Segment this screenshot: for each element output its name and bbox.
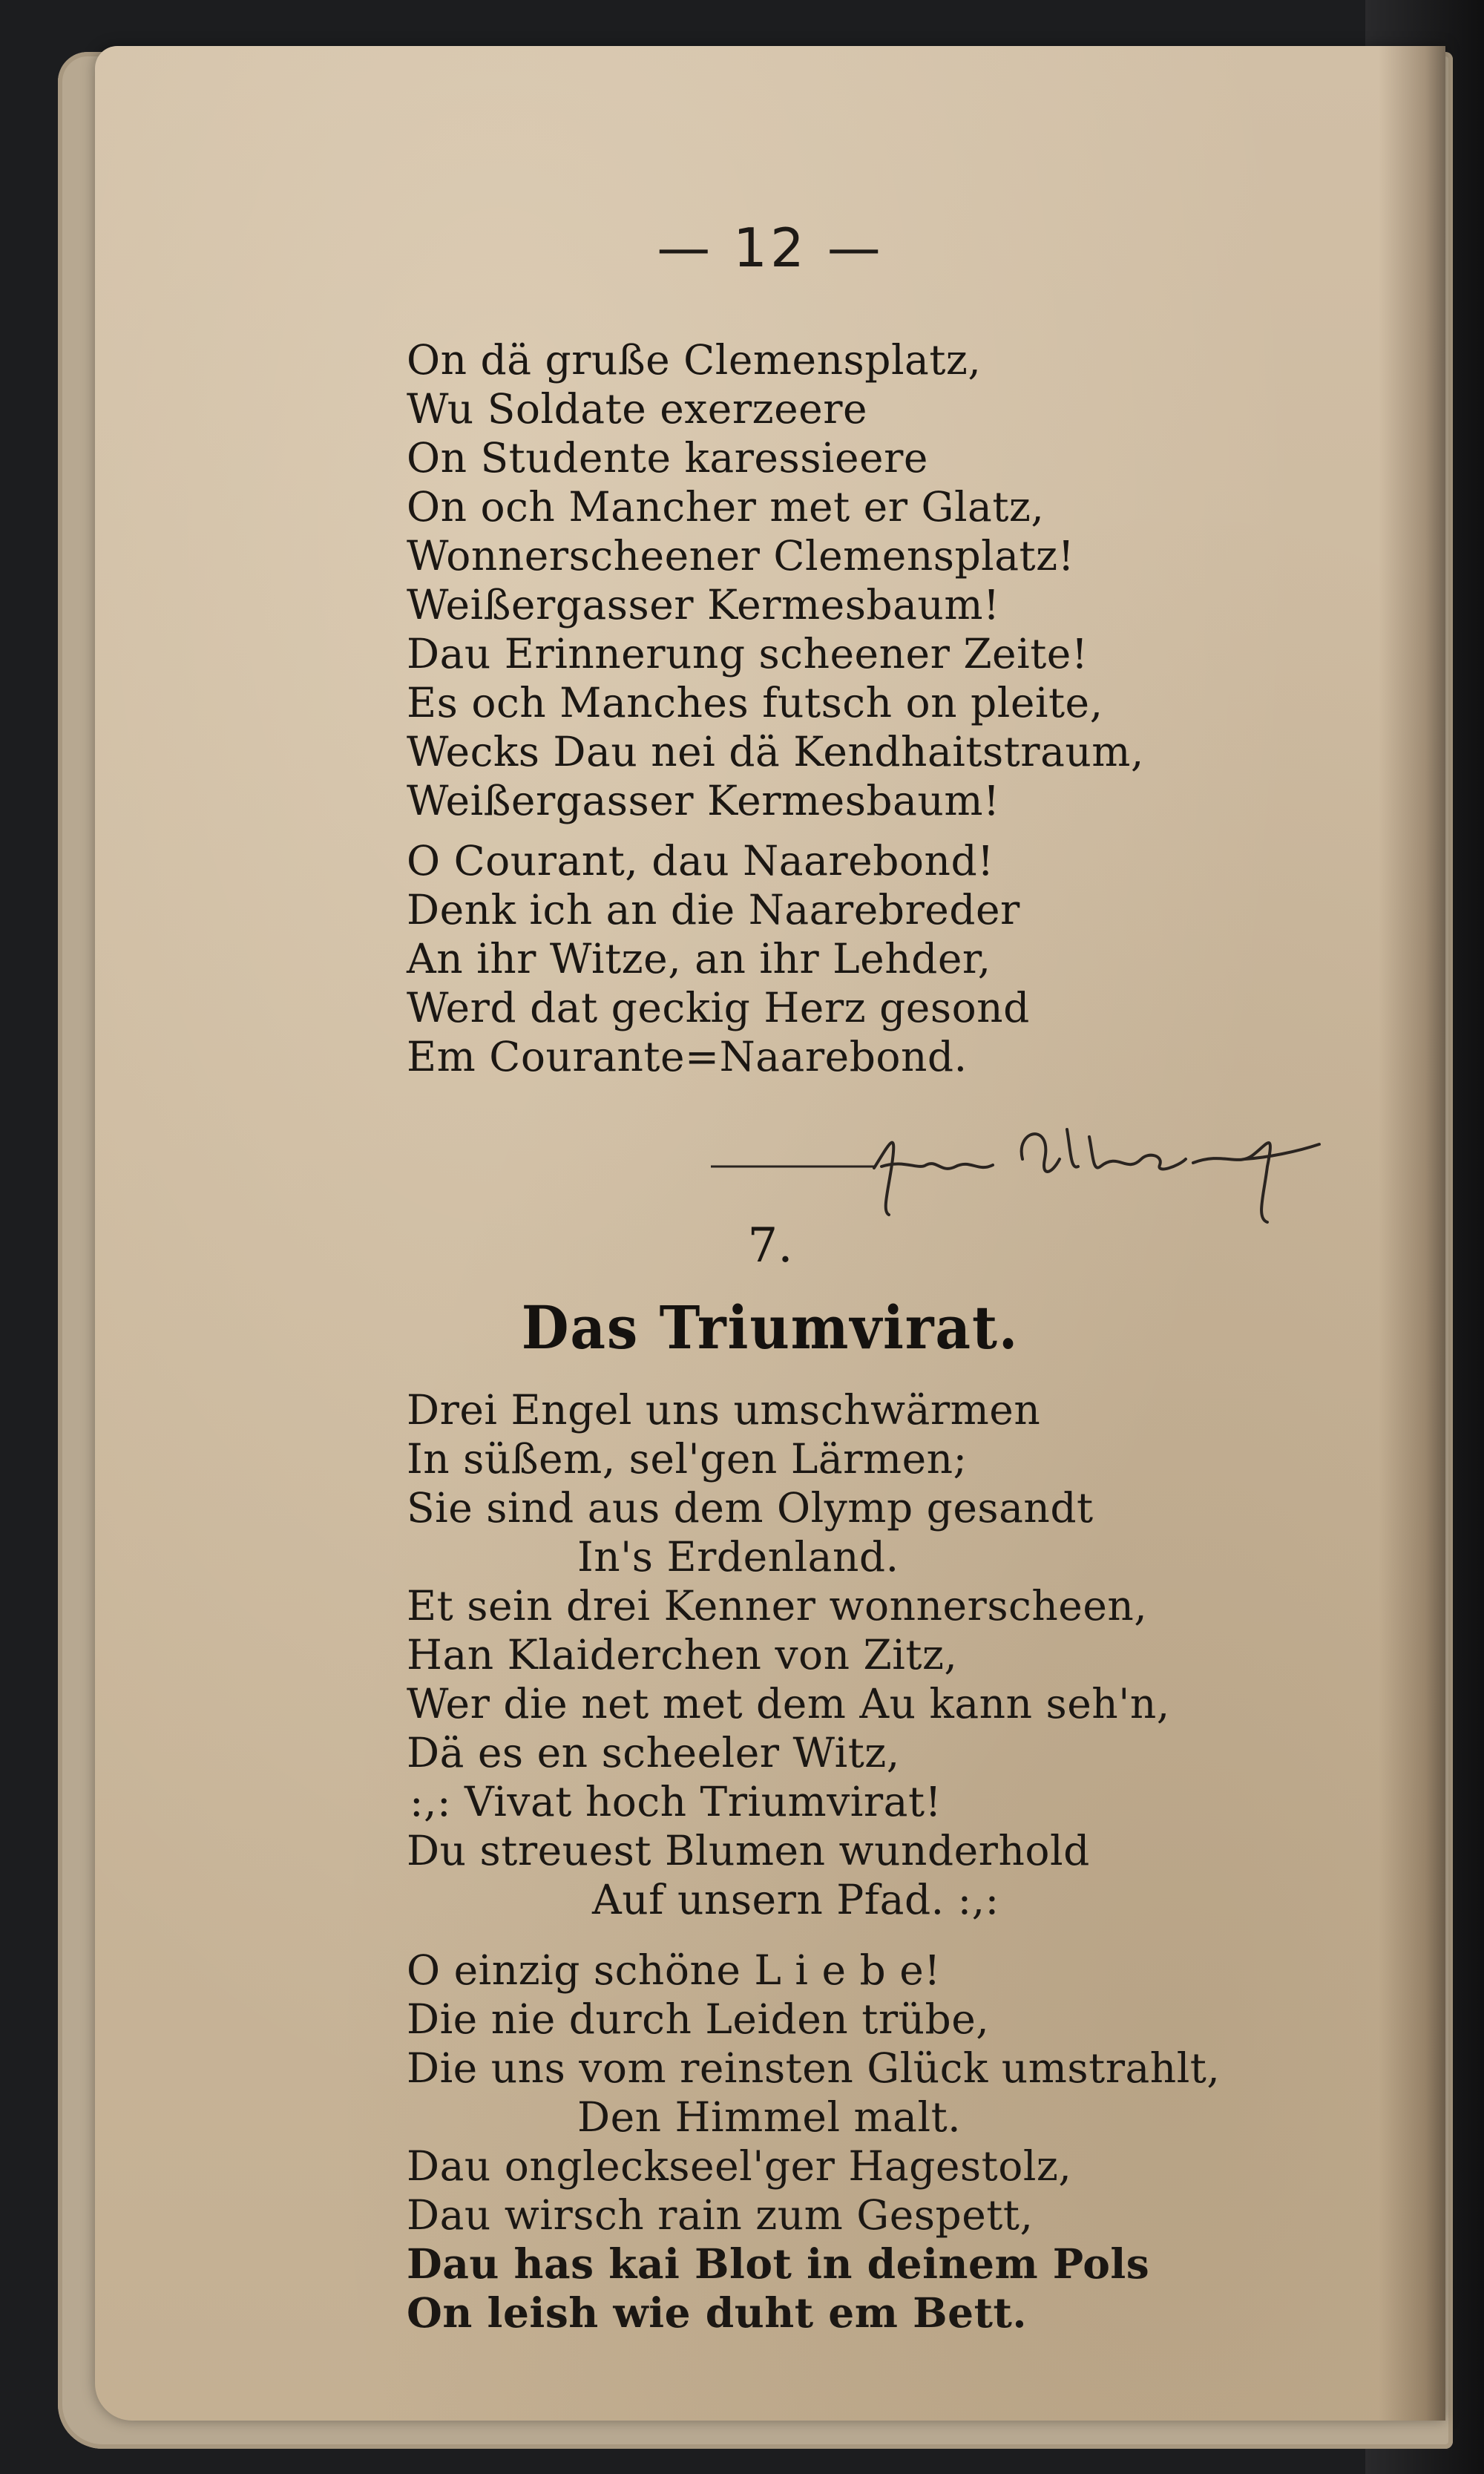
verse-line: Drei Engel uns umschwärmen <box>407 1386 1041 1434</box>
handwritten-signature <box>703 1115 1445 1226</box>
verse-line: An ihr Witze, an ihr Lehder, <box>407 935 991 982</box>
verse-line: Auf unsern Pfad. :,: <box>592 1876 999 1923</box>
verse-line: O einzig schöne L i e b e! <box>407 1946 941 1994</box>
stanza-triumvirat-2 <box>407 1946 1371 2337</box>
page-number: — 12 — <box>657 217 884 279</box>
verse-line: Es och Manches futsch on pleite, <box>407 679 1103 726</box>
verse-line: In süßem, sel'gen Lärmen; <box>407 1435 968 1483</box>
section-title: Das Triumvirat. <box>521 1293 1020 1362</box>
verse-line: Den Himmel malt. <box>577 2093 962 2141</box>
stanza-triumvirat-1 <box>407 1385 1371 1924</box>
verse-line: O Courant, dau Naarebond! <box>407 837 994 885</box>
verse-line: In's Erdenland. <box>577 1533 899 1581</box>
verse-line: Weißergasser Kermesbaum! <box>407 777 1000 824</box>
verse-line: On leish wie duht em Bett. <box>407 2288 1028 2337</box>
signature-text: Peter Ulsdorf <box>1074 1224 1080 1225</box>
stanza-kermesbaum <box>407 580 1371 825</box>
verse-line: On dä gruße Clemensplatz, <box>407 336 982 384</box>
verse-line: On Studente karessieere <box>407 434 928 482</box>
verse-line: Sie sind aus dem Olymp gesandt <box>407 1484 1094 1532</box>
verse-line: Die nie durch Leiden trübe, <box>407 1995 990 2043</box>
verse-line: Die uns vom reinsten Glück umstrahlt, <box>407 2044 1221 2092</box>
verse-line: :,: Vivat hoch Triumvirat! <box>410 1778 942 1825</box>
verse-line: Weißergasser Kermesbaum! <box>407 581 1000 629</box>
verse-line: Em Courante=Naarebond. <box>407 1033 968 1080</box>
stanza-clemensplatz <box>407 335 1371 580</box>
verse-line: On och Mancher met er Glatz, <box>407 483 1045 531</box>
verse-line: Wonnerscheener Clemensplatz! <box>407 532 1075 580</box>
verse-line: Denk ich an die Naarebreder <box>407 886 1020 934</box>
verse-line: Dau Erinnerung scheener Zeite! <box>407 630 1089 677</box>
stanza-naarebond <box>407 836 1371 1081</box>
verse-line: Wecks Dau nei dä Kendhaitstraum, <box>407 728 1144 775</box>
verse-line: Dau wirsch rain zum Gespett, <box>407 2191 1034 2239</box>
verse-line: Werd dat geckig Herz gesond <box>407 984 1030 1031</box>
book-page <box>95 46 1445 2421</box>
verse-line: Dä es en scheeler Witz, <box>407 1729 900 1776</box>
verse-line: Dau has kai Blot in deinem Pols <box>407 2240 1150 2288</box>
verse-line: Wer die net met dem Au kann seh'n, <box>407 1680 1170 1727</box>
section-number: 7. <box>747 1218 793 1273</box>
verse-line: Et sein drei Kenner wonnerscheen, <box>407 1582 1148 1630</box>
verse-line: Dau ongleckseel'ger Hagestolz, <box>407 2142 1072 2190</box>
verse-line: Han Klaiderchen von Zitz, <box>407 1631 958 1679</box>
verse-line: Du streuest Blumen wunderhold <box>407 1827 1090 1874</box>
verse-line: Wu Soldate exerzeere <box>407 385 868 433</box>
